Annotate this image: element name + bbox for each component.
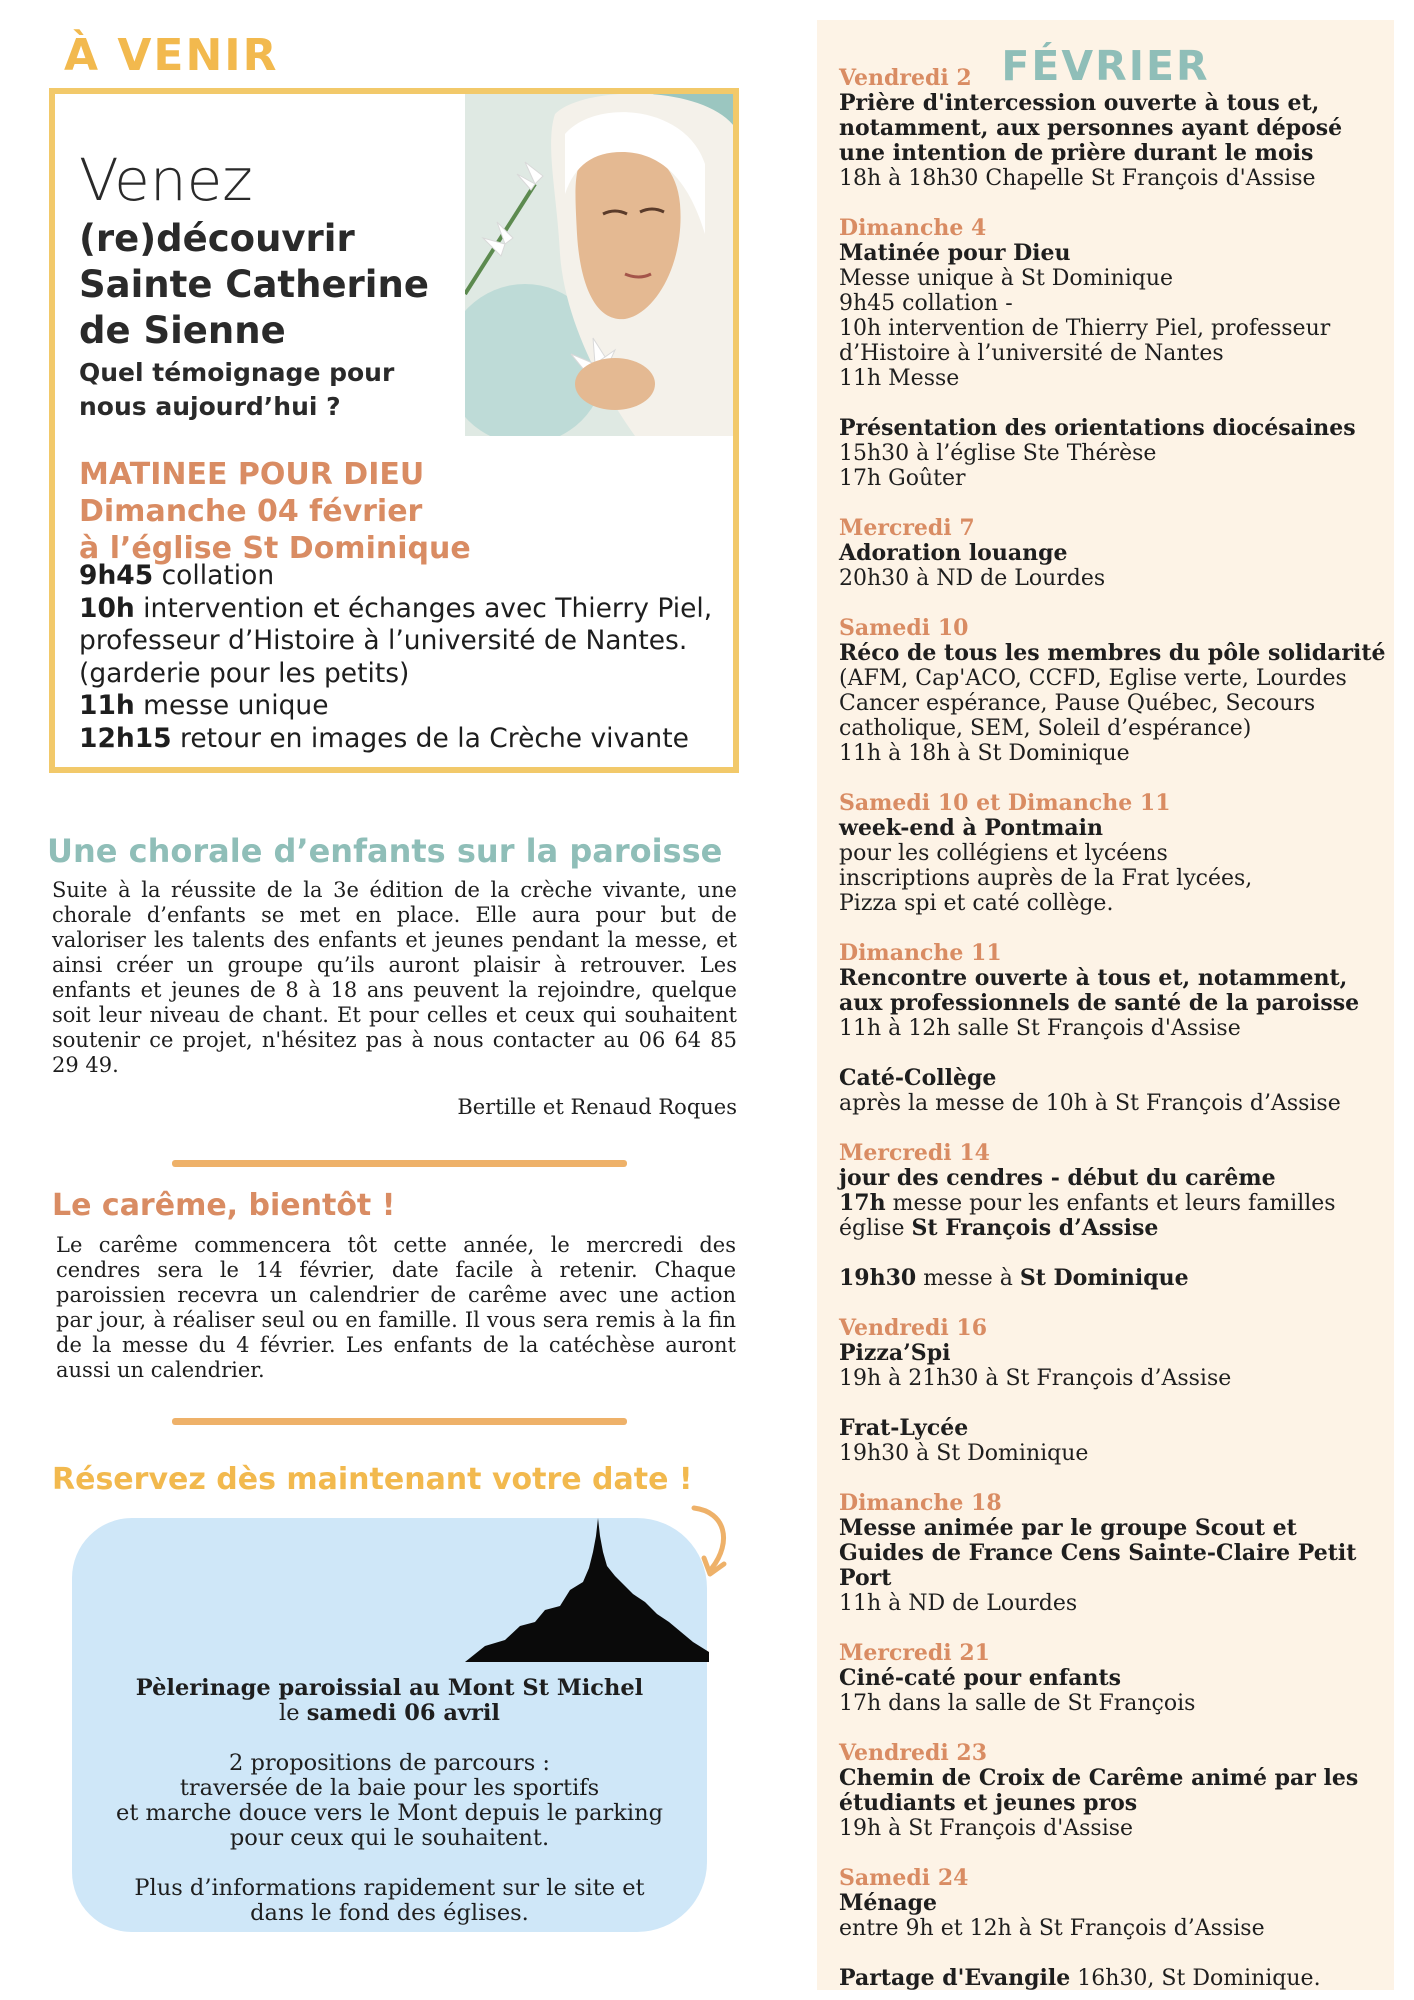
entry-title: Frat-Lycée (839, 1415, 969, 1441)
calendar-entry (839, 1066, 1389, 1116)
headline-venez: Venez (79, 146, 253, 214)
entry-date: Mercredi 14 (839, 1140, 990, 1166)
headline-saint: (re)découvrir Sainte Catherine de Sienne (79, 217, 429, 352)
entry-date: Mercredi 21 (839, 1640, 990, 1666)
entry-title: Partage d'Evangile (839, 1965, 1071, 1991)
event-date: Dimanche 04 février (79, 494, 423, 529)
calendar-entry (839, 1866, 1389, 1941)
pilgrimage-date-value: samedi 06 avril (306, 1700, 500, 1726)
entry-line: Pizza spi et caté collège. (839, 891, 1114, 916)
entry-title: jour des cendres - début du carême (839, 1165, 1276, 1191)
entry-line: 11h à 12h salle St François d'Assise (839, 1016, 1241, 1041)
entry-title: week-end à Pontmain (839, 815, 1104, 841)
calendar-entry (839, 1641, 1389, 1716)
entry-line: 19h à St François d'Assise (839, 1816, 1134, 1841)
entry-line: 11h à ND de Lourdes (839, 1591, 1078, 1616)
entry-line: 18h à 18h30 Chapelle St François d'Assise (839, 166, 1316, 191)
calendar-entry (839, 1966, 1389, 1991)
entry-time: 17h (839, 1190, 886, 1216)
calendar-entry (839, 1491, 1389, 1616)
calendar-entry (839, 516, 1389, 591)
month-title: FÉVRIER (1001, 42, 1210, 90)
entry-text: messe pour les enfants et leurs familles (885, 1191, 1336, 1216)
schedule-text: collation (153, 560, 275, 591)
entry-line: 19h30 à St Dominique (839, 1441, 1089, 1466)
pilgrimage-text (72, 1676, 707, 1926)
entry-line: 11h Messe (839, 366, 960, 391)
entry-line: 11h à 18h à St Dominique (839, 741, 1130, 766)
schedule-item (79, 593, 739, 691)
entry-text: messe à (916, 1266, 1020, 1291)
pilgrimage-line: dans le fond des églises. (250, 1900, 529, 1926)
calendar-entry (839, 941, 1389, 1041)
event-headings (79, 456, 471, 567)
entry-line: entre 9h et 12h à St François d’Assise (839, 1916, 1265, 1941)
calendar-entry (839, 66, 1389, 191)
calendar-entry (839, 791, 1389, 916)
entry-line: 17h dans la salle de St François (839, 1691, 1196, 1716)
entry-title-block (839, 641, 1389, 741)
entry-line (839, 1266, 1389, 1291)
entry-text: 16h30, St Dominique. (1070, 1966, 1321, 1991)
entry-line: Messe unique à St Dominique (839, 266, 1174, 291)
schedule-time: 11h (79, 690, 135, 721)
pilgrimage-line: traversée de la baie pour les sportifs (179, 1775, 600, 1801)
mont-saint-michel-icon (465, 1518, 709, 1662)
entry-place: St Dominique (1019, 1265, 1189, 1291)
calendar-entry (839, 1741, 1389, 1841)
pilgrimage-line: et marche douce vers le Mont depuis le parking (116, 1800, 663, 1826)
schedule-text: retour en images de la Crèche vivante (171, 722, 689, 754)
entry-title: Prière d'intercession ouverte à tous et, notamment, aux personnes ayant déposé une intention de prière durant le mois (839, 90, 1343, 166)
entry-line (839, 1191, 1389, 1216)
entry-date: Dimanche 18 (839, 1490, 1002, 1516)
divider (172, 1160, 627, 1167)
entry-title: Présentation des orientations diocésaines (839, 415, 1356, 441)
entry-title: Adoration louange (839, 540, 1068, 566)
pilgrimage-line: Plus d’informations rapidement sur le site et (134, 1875, 645, 1901)
schedule-text: intervention et échanges avec Thierry Piel, professeur d’Histoire à l’université de Nantes. (garderie pour les petits) (79, 592, 713, 689)
schedule-text: messe unique (134, 690, 329, 721)
entry-title: Réco de tous les membres du pôle solidarité (839, 640, 1386, 666)
pilgrimage-title: Pèlerinage paroissial au Mont St Michel (135, 1675, 644, 1701)
reserve-title: Réservez dès maintenant votre date ! (52, 1462, 693, 1497)
pilgrimage-line: pour ceux qui le souhaitent. (229, 1825, 550, 1851)
calendar-entry (839, 1416, 1389, 1466)
schedule-item (79, 690, 739, 723)
pilgrimage-date (72, 1701, 707, 1726)
schedule-time: 9h45 (79, 560, 154, 591)
calendar-entry (839, 1141, 1389, 1291)
entry-title: Pizza’Spi (839, 1340, 951, 1366)
schedule-time: 10h (79, 592, 135, 624)
entry-line: 15h30 à l’église Ste Thérèse (839, 441, 1157, 466)
entry-line: pour les collégiens et lycéens (839, 841, 1168, 866)
entry-date: Dimanche 4 (839, 215, 987, 241)
careme-title: Le carême, bientôt ! (52, 1188, 396, 1223)
pilgrimage-date-prefix: le (279, 1700, 307, 1726)
entry-line: 19h à 21h30 à St François d’Assise (839, 1366, 1232, 1391)
entry-place: St François d’Assise (911, 1215, 1159, 1241)
event-card (49, 88, 739, 773)
entry-text: église (839, 1216, 912, 1241)
calendar-panel (817, 20, 1394, 1990)
headline-question: Quel témoignage pour nous aujourd’hui ? (79, 358, 395, 421)
entry-title: Chemin de Croix de Carême animé par les étudiants et jeunes pros (839, 1765, 1359, 1816)
entry-time: 19h30 (839, 1265, 917, 1291)
entry-title: Messe animée par le groupe Scout et Guides de France Cens Sainte-Claire Petit Port (839, 1515, 1357, 1591)
chorale-title: Une chorale d’enfants sur la paroisse (47, 832, 723, 870)
entry-title: Ménage (839, 1890, 937, 1916)
entry-date: Samedi 24 (839, 1865, 969, 1891)
entry-title-suffix: (AFM, Cap'ACO, CCFD, Eglise verte, Lourdes Cancer espérance, Pause Québec, Secours catholique, SEM, Soleil d’espérance) (839, 666, 1347, 741)
calendar-entry (839, 616, 1389, 766)
schedule-time: 12h15 (79, 722, 172, 754)
pilgrimage-line: 2 propositions de parcours : (229, 1750, 550, 1776)
entry-line: 9h45 collation - (839, 291, 1013, 316)
entry-date: Dimanche 11 (839, 940, 1002, 966)
saint-catherine-portrait (465, 94, 739, 436)
entry-line: 17h Goûter (839, 466, 966, 491)
chorale-text: Suite à la réussite de la 3e édition de la crèche vivante, une chorale d’enfants se met en place. Elle aura pour but de valoriser les talents des enfants et jeunes pendant la messe, et ainsi créer un groupe qu’ils auront plaisir à retrouver. Les enfants et jeunes de 8 à 18 ans peuvent la rejoindre, quelque soit leur niveau de chant. Et pour celles et ceux qui souhaitent soutenir ce projet, n'hésitez pas à nous contacter au 06 64 85 29 49. (52, 878, 737, 1077)
divider (172, 1418, 627, 1425)
entry-date: Vendredi 2 (839, 65, 972, 91)
section-title: À VENIR (64, 30, 279, 81)
entry-title: Rencontre ouverte à tous et, notamment, aux professionnels de santé de la paroisse (839, 965, 1360, 1016)
entry-date: Mercredi 7 (839, 515, 975, 541)
calendar-entry (839, 416, 1389, 491)
entry-date: Samedi 10 (839, 615, 969, 641)
entry-title: Matinée pour Dieu (839, 240, 1071, 266)
event-location: à l’église St Dominique (79, 531, 471, 566)
entry-line: après la messe de 10h à St François d’Assise (839, 1091, 1341, 1116)
entry-date: Vendredi 16 (839, 1315, 988, 1341)
calendar-entry (839, 1316, 1389, 1391)
entry-line: inscriptions auprès de la Frat lycées, (839, 866, 1253, 891)
entry-line (839, 1216, 1389, 1241)
calendar-entries (839, 66, 1389, 2000)
chorale-signature: Bertille et Renaud Roques (457, 1095, 737, 1119)
entry-date: Vendredi 23 (839, 1740, 988, 1766)
entry-title: Ciné-caté pour enfants (839, 1665, 1122, 1691)
schedule-item (79, 560, 739, 593)
entry-date: Samedi 10 et Dimanche 11 (839, 790, 1171, 816)
entry-title: Caté-Collège (839, 1065, 997, 1091)
careme-text: Le carême commencera tôt cette année, le mercredi des cendres sera le 14 février, date facile à retenir. Chaque paroissien recevra un calendrier de carême avec une action par jour, à réaliser seul ou en famille. Il vous sera remis à la fin de la messe du 4 février. Les enfants de la catéchèse auront aussi un calendrier. (56, 1233, 736, 1382)
entry-line: 20h30 à ND de Lourdes (839, 566, 1106, 591)
event-heading: MATINEE POUR DIEU (79, 457, 425, 492)
entry-line: 10h intervention de Thierry Piel, professeur d’Histoire à l’université de Nantes (839, 316, 1331, 366)
calendar-entry (839, 216, 1389, 391)
event-schedule (79, 560, 739, 755)
schedule-item (79, 723, 739, 756)
curved-arrow-icon (686, 1502, 736, 1582)
